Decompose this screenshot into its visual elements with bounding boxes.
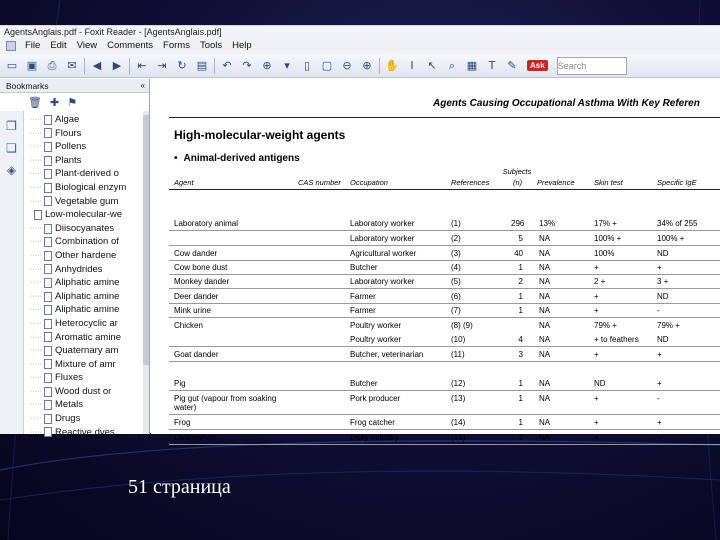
back-icon[interactable]: ◀ — [92, 58, 102, 72]
cell-prev: NA — [539, 335, 551, 344]
cell-agent: Monkey dander — [174, 277, 230, 286]
bookmark-label: Algae — [55, 114, 80, 125]
tree-connector: ····· — [30, 428, 42, 436]
bookmark-page-icon — [44, 414, 52, 424]
menu-view[interactable]: View — [76, 40, 98, 51]
cell-prev: NA — [539, 292, 551, 301]
bookmark-label: Low-molecular-we — [45, 209, 123, 221]
bookmark-item[interactable] — [30, 276, 142, 290]
bookmark-item[interactable] — [30, 331, 142, 345]
menu-bar — [0, 38, 720, 54]
select-icon[interactable]: ↖ — [427, 58, 437, 72]
bookmarks-scrollbar[interactable] — [143, 111, 149, 434]
tree-connector: ····· — [30, 347, 42, 355]
bookmark-item[interactable] — [30, 181, 142, 195]
cell-n: 4 — [518, 335, 523, 344]
bookmark-label: Aliphatic amine — [55, 277, 120, 289]
subsection-title: • Animal-derived antigens — [174, 153, 300, 164]
bookmark-page-icon — [44, 142, 52, 152]
bookmark-label: Plants — [55, 154, 82, 166]
col-cas-number: CAS number — [298, 178, 341, 187]
document-heading: Agents Causing Occupational Asthma With Key Referen — [433, 98, 700, 109]
bookmark-page-icon — [44, 305, 52, 315]
cell-ige: 79% + — [657, 321, 680, 330]
tree-connector: ····· — [30, 374, 42, 382]
zoom-in-icon[interactable]: ⊕ — [362, 58, 372, 72]
bookmark-item[interactable] — [30, 344, 142, 358]
cell-ref: (12) — [451, 379, 466, 388]
tree-connector: ····· — [30, 401, 42, 409]
bookmark-label: Anhydrides — [55, 263, 103, 275]
delete-bookmark-icon[interactable]: 🗑 — [28, 95, 42, 109]
tree-connector: ····· — [30, 197, 42, 205]
toolbar-separator — [214, 58, 215, 74]
cell-n: 1 — [518, 418, 523, 427]
bookmark-label: Fluxes — [55, 372, 83, 384]
cell-agent: Mink urine — [174, 306, 211, 315]
bookmark-page-icon — [44, 387, 52, 397]
tree-connector: ····· — [30, 224, 42, 232]
row-divider — [169, 245, 720, 246]
bookmark-page-icon — [44, 128, 52, 138]
bookmark-page-icon — [44, 332, 52, 342]
cell-occupation: Butcher — [350, 379, 378, 388]
row-divider — [169, 429, 720, 430]
cell-prev: NA — [539, 379, 551, 388]
col-references: References — [451, 178, 490, 187]
cell-prev: NA — [539, 418, 551, 427]
bookmark-label: Mixture of amr — [55, 358, 116, 370]
cell-agent: Chicken — [174, 321, 203, 330]
bookmarks-panel — [0, 79, 150, 438]
bookmark-item[interactable] — [30, 426, 142, 440]
tree-connector: ····· — [30, 360, 42, 368]
menu-comments[interactable]: Comments — [107, 40, 154, 51]
cell-occupation: Farmer — [350, 292, 376, 301]
cell-n: 3 — [518, 350, 523, 359]
cell-ref: (8) (9) — [451, 321, 473, 330]
cell-ige: + — [657, 263, 662, 272]
bookmark-page-icon — [34, 210, 42, 220]
cell-n: 1 — [518, 263, 523, 272]
table-row — [151, 394, 720, 412]
cell-ref: (10) — [451, 335, 466, 344]
bullet-icon: • — [174, 153, 178, 164]
bookmark-page-icon — [44, 237, 52, 247]
bookmark-page-icon — [44, 427, 52, 437]
forward-icon[interactable]: ▶ — [112, 58, 122, 72]
side-tab-strip — [0, 111, 24, 434]
bookmark-label: Vegetable gum — [55, 195, 119, 207]
bookmark-item[interactable] — [30, 303, 142, 317]
cell-n: 5 — [518, 234, 523, 243]
cell-skin: + — [594, 394, 599, 403]
cell-ref: (7) — [451, 306, 461, 315]
undo-icon[interactable]: ↶ — [222, 58, 232, 72]
bookmarks-tab-icon[interactable]: ❏ — [6, 141, 17, 155]
cell-occupation: Laboratory worker — [350, 234, 415, 243]
row-divider — [169, 361, 720, 362]
cell-prev: NA — [539, 263, 551, 272]
toolbar-separator — [129, 58, 130, 74]
tree-connector: ····· — [30, 129, 42, 137]
bookmark-label: Reactive dyes — [55, 426, 115, 438]
search-input[interactable]: Search — [557, 57, 627, 75]
snapshot-icon[interactable]: ▦ — [466, 58, 478, 72]
col-occupation: Occupation — [350, 178, 388, 187]
cell-ref: (14) — [451, 418, 466, 427]
bookmark-page-icon — [44, 169, 52, 179]
zoom-icon[interactable]: ⊕ — [262, 58, 272, 72]
cell-ige: ND — [657, 292, 669, 301]
toolbar-separator — [84, 58, 85, 74]
pages-tab-icon[interactable]: ❐ — [6, 119, 17, 133]
row-divider — [169, 274, 720, 275]
col-n: (n) — [513, 178, 523, 187]
cell-ref: (1) — [451, 219, 461, 228]
toolbar — [0, 54, 720, 78]
tree-connector: ····· — [30, 306, 42, 314]
cell-occupation: Laboratory worker — [350, 277, 415, 286]
bookmark-page-icon — [44, 359, 52, 369]
tree-connector: ····· — [30, 116, 42, 123]
bookmark-item[interactable] — [30, 208, 142, 222]
bookmark-label: Quaternary am — [55, 345, 119, 357]
foxit-reader-window — [0, 25, 720, 442]
tree-connector: ····· — [30, 238, 42, 246]
zoom-dropdown-icon[interactable]: ▾ — [284, 58, 290, 72]
bookmark-label: Diisocyanates — [55, 222, 115, 234]
bookmark-item[interactable] — [30, 412, 142, 426]
cell-skin: 17% + — [594, 219, 617, 228]
header-rule — [169, 189, 720, 190]
row-divider — [169, 303, 720, 304]
cell-prev: NA — [539, 394, 551, 403]
page-layout-icon[interactable]: ▤ — [196, 58, 208, 72]
bookmark-item[interactable] — [30, 385, 142, 399]
cell-prev: 13% — [539, 219, 556, 228]
cell-agent: Pig — [174, 379, 186, 388]
bookmark-label: Other hardene — [55, 249, 117, 261]
bookmark-item[interactable] — [30, 113, 142, 127]
cell-n: 2 — [518, 277, 523, 286]
open-icon[interactable]: ▭ — [6, 58, 18, 72]
document-view — [151, 79, 720, 442]
cell-skin: + to feathers — [594, 335, 639, 344]
bookmark-page-icon — [44, 319, 52, 329]
cell-agent: Pig gut (vapour from soaking — [174, 394, 277, 403]
bookmark-label: Wood dust or — [55, 385, 112, 397]
bookmark-item[interactable] — [30, 154, 142, 168]
tree-connector: ····· — [30, 292, 42, 300]
bookmark-label: Aromatic amine — [55, 331, 121, 343]
cell-agent-continued: water) — [174, 403, 197, 412]
cell-ref: (6) — [451, 292, 461, 301]
bookmark-page-icon — [44, 373, 52, 383]
hand-icon[interactable]: ✋ — [385, 58, 399, 72]
tree-connector: ····· — [30, 183, 42, 191]
bookmark-page-icon — [44, 346, 52, 356]
cell-skin: ND — [594, 379, 606, 388]
save-icon[interactable]: ▣ — [26, 58, 38, 72]
bookmark-item[interactable] — [30, 249, 142, 263]
bookmarks-header: Bookmarks « — [0, 79, 149, 93]
bookmark-item[interactable] — [30, 140, 142, 154]
tree-connector: ····· — [30, 415, 42, 423]
subjects-label: Subjects — [502, 167, 532, 176]
bookmark-label: Aliphatic amine — [55, 304, 120, 316]
tree-connector: ····· — [30, 156, 42, 164]
bookmark-page-icon — [44, 278, 52, 288]
cell-prev: NA — [539, 321, 551, 330]
cell-occupation: Butcher, veterinarian — [350, 350, 424, 359]
cell-ige: 34% of 255 — [657, 219, 698, 228]
bookmark-label: Aliphatic amine — [55, 290, 120, 302]
row-divider — [169, 260, 720, 261]
cell-occupation: Agricultural worker — [350, 249, 417, 258]
bookmark-item[interactable] — [30, 371, 142, 385]
tree-connector: ····· — [30, 251, 42, 259]
scrollbar-thumb[interactable] — [143, 115, 149, 365]
cell-skin: 100% + — [594, 234, 622, 243]
cell-ige: - — [657, 394, 660, 403]
cell-ige: 100% + — [657, 234, 685, 243]
comment-icon[interactable]: ✎ — [507, 58, 517, 72]
cell-skin: + — [594, 306, 599, 315]
bookmark-label: Heterocyclic ar — [55, 317, 118, 329]
row-divider — [169, 444, 720, 445]
menu-file[interactable]: File — [25, 40, 41, 51]
bookmark-item[interactable] — [30, 167, 142, 181]
zoom-out-icon[interactable]: ⊖ — [342, 58, 352, 72]
cell-ref: (15) — [451, 433, 466, 442]
row-divider — [169, 288, 720, 289]
cell-prev: NA — [539, 234, 551, 243]
menu-help[interactable]: Help — [232, 40, 252, 51]
cell-agent: Cow bone dust — [174, 263, 228, 272]
cell-occupation: Dairy industry — [350, 433, 399, 442]
bookmark-page-icon — [44, 196, 52, 206]
col-skin-test: Skin test — [594, 178, 623, 187]
tree-connector: ····· — [30, 319, 42, 327]
cell-occupation: Farmer — [350, 306, 376, 315]
cell-ige: + — [657, 350, 662, 359]
col-specific-ige: Specific IgE — [657, 178, 697, 187]
slide-caption: 51 страница — [128, 476, 231, 498]
cell-n: 40 — [514, 249, 523, 258]
cell-agent: Lactoserum — [174, 433, 216, 442]
bookmark-item[interactable] — [30, 358, 142, 372]
cell-occupation: Pork producer — [350, 394, 401, 403]
cell-n: 1 — [518, 433, 523, 442]
menu-tools[interactable]: Tools — [199, 40, 223, 51]
cell-skin: 79% + — [594, 321, 617, 330]
bookmark-page-icon — [44, 156, 52, 166]
cell-prev: NA — [539, 306, 551, 315]
bookmark-label: Plant-derived o — [55, 168, 119, 180]
cell-prev: NA — [539, 433, 551, 442]
app-icon — [6, 41, 16, 51]
cell-ige: + — [657, 418, 662, 427]
cell-prev: NA — [539, 249, 551, 258]
cell-prev: NA — [539, 277, 551, 286]
row-divider — [169, 230, 720, 231]
bookmark-options-icon[interactable]: ⚑ — [67, 95, 78, 109]
cell-occupation: Butcher — [350, 263, 378, 272]
cell-agent: Deer dander — [174, 292, 219, 301]
bookmark-label: Pollens — [55, 141, 87, 153]
section-title: High-molecular-weight agents — [174, 128, 346, 142]
row-divider — [169, 346, 720, 347]
cell-n: 1 — [518, 292, 523, 301]
cell-agent: Frog — [174, 418, 191, 427]
row-divider — [169, 317, 720, 318]
tree-connector: ····· — [30, 265, 42, 273]
bookmark-page-icon — [44, 115, 52, 125]
fit-page-icon[interactable]: ▢ — [321, 58, 333, 72]
cell-agent: Laboratory animal — [174, 219, 239, 228]
tree-connector: ····· — [30, 279, 42, 287]
tree-connector: ····· — [30, 387, 42, 395]
menu-forms[interactable]: Forms — [163, 40, 190, 51]
cell-ref: (4) — [451, 263, 461, 272]
bookmark-item[interactable] — [30, 235, 142, 249]
row-divider — [169, 390, 720, 391]
bookmark-item[interactable] — [30, 195, 142, 209]
bookmark-item[interactable] — [30, 398, 142, 412]
cell-ref: (2) — [451, 234, 461, 243]
cell-agent: Goat dander — [174, 350, 219, 359]
cell-ige: + — [657, 379, 662, 388]
cell-ref: (13) — [451, 394, 466, 403]
cell-skin: + — [594, 433, 599, 442]
bookmark-label: Combination of — [55, 236, 119, 248]
collapse-panel-button[interactable]: « — [140, 81, 145, 90]
cell-skin: + — [594, 350, 599, 359]
bookmark-page-icon — [44, 264, 52, 274]
single-page-icon[interactable]: ▯ — [303, 58, 311, 72]
tree-connector: ····· — [30, 333, 42, 341]
bookmark-item[interactable] — [30, 127, 142, 141]
bookmark-list — [30, 113, 142, 438]
bookmark-label: Drugs — [55, 413, 81, 425]
cell-agent: Cow dander — [174, 249, 218, 258]
ask-logo: Ask — [527, 60, 548, 71]
cell-n: 1 — [518, 379, 523, 388]
toolbar-separator — [379, 58, 380, 74]
bookmark-page-icon — [44, 251, 52, 261]
cell-prev: NA — [539, 350, 551, 359]
bookmark-item[interactable] — [30, 263, 142, 277]
cell-skin: 100% — [594, 249, 615, 258]
bookmark-page-icon — [44, 224, 52, 234]
layers-tab-icon[interactable]: ◈ — [6, 163, 17, 177]
cell-skin: 2 + — [594, 277, 606, 286]
cell-ige: 3 + — [657, 277, 669, 286]
cell-ige: + — [657, 433, 662, 442]
cell-ige: ND — [657, 335, 669, 344]
first-page-icon[interactable]: ⇤ — [137, 58, 147, 72]
cell-skin: + — [594, 292, 599, 301]
cell-skin: + — [594, 263, 599, 272]
cell-skin: + — [594, 418, 599, 427]
cell-ref: (3) — [451, 249, 461, 258]
bookmarks-toolbar — [0, 93, 149, 111]
cell-n: 296 — [511, 219, 525, 228]
bookmark-page-icon — [44, 292, 52, 302]
col-agent: Agent — [174, 178, 194, 187]
last-page-icon[interactable]: ⇥ — [157, 58, 167, 72]
typewriter-icon[interactable]: T — [488, 58, 496, 72]
cell-occupation: Frog catcher — [350, 418, 395, 427]
new-bookmark-icon[interactable]: ✚ — [49, 95, 60, 109]
tree-connector: ····· — [30, 170, 42, 178]
cell-ref: (11) — [451, 350, 465, 359]
cell-n: 1 — [518, 394, 523, 403]
tree-connector: ····· — [30, 143, 42, 151]
bookmark-label: Flours — [55, 127, 82, 139]
redo-icon[interactable]: ↷ — [242, 58, 252, 72]
bookmark-label: Metals — [55, 399, 83, 411]
menu-edit[interactable]: Edit — [50, 40, 67, 51]
find-icon[interactable]: ⌕ — [448, 58, 456, 72]
cell-ige: ND — [657, 249, 669, 258]
cell-ige: - — [657, 306, 660, 315]
print-icon[interactable]: ⎙ — [47, 58, 57, 72]
cell-occupation: Poultry worker — [350, 335, 402, 344]
bookmark-item[interactable] — [30, 290, 142, 304]
bookmark-page-icon — [44, 183, 52, 193]
bookmark-label: Biological enzym — [55, 181, 127, 193]
bookmark-page-icon — [44, 400, 52, 410]
email-icon[interactable]: ✉ — [67, 58, 77, 72]
heading-rule — [169, 117, 720, 118]
cell-occupation: Poultry worker — [350, 321, 402, 330]
cell-occupation: Laboratory worker — [350, 219, 415, 228]
bookmark-item[interactable] — [30, 222, 142, 236]
row-divider — [169, 414, 720, 415]
rotate-icon[interactable]: ↻ — [177, 58, 187, 72]
cell-ref: (5) — [451, 277, 461, 286]
table-row — [151, 321, 720, 333]
col-prevalence: Prevalence — [537, 178, 575, 187]
select-text-icon[interactable]: I — [410, 58, 414, 72]
window-title: AgentsAnglais.pdf - Foxit Reader - [AgentsAnglais.pdf] — [0, 26, 720, 38]
bookmark-item[interactable] — [30, 317, 142, 331]
cell-n: 1 — [518, 306, 523, 315]
